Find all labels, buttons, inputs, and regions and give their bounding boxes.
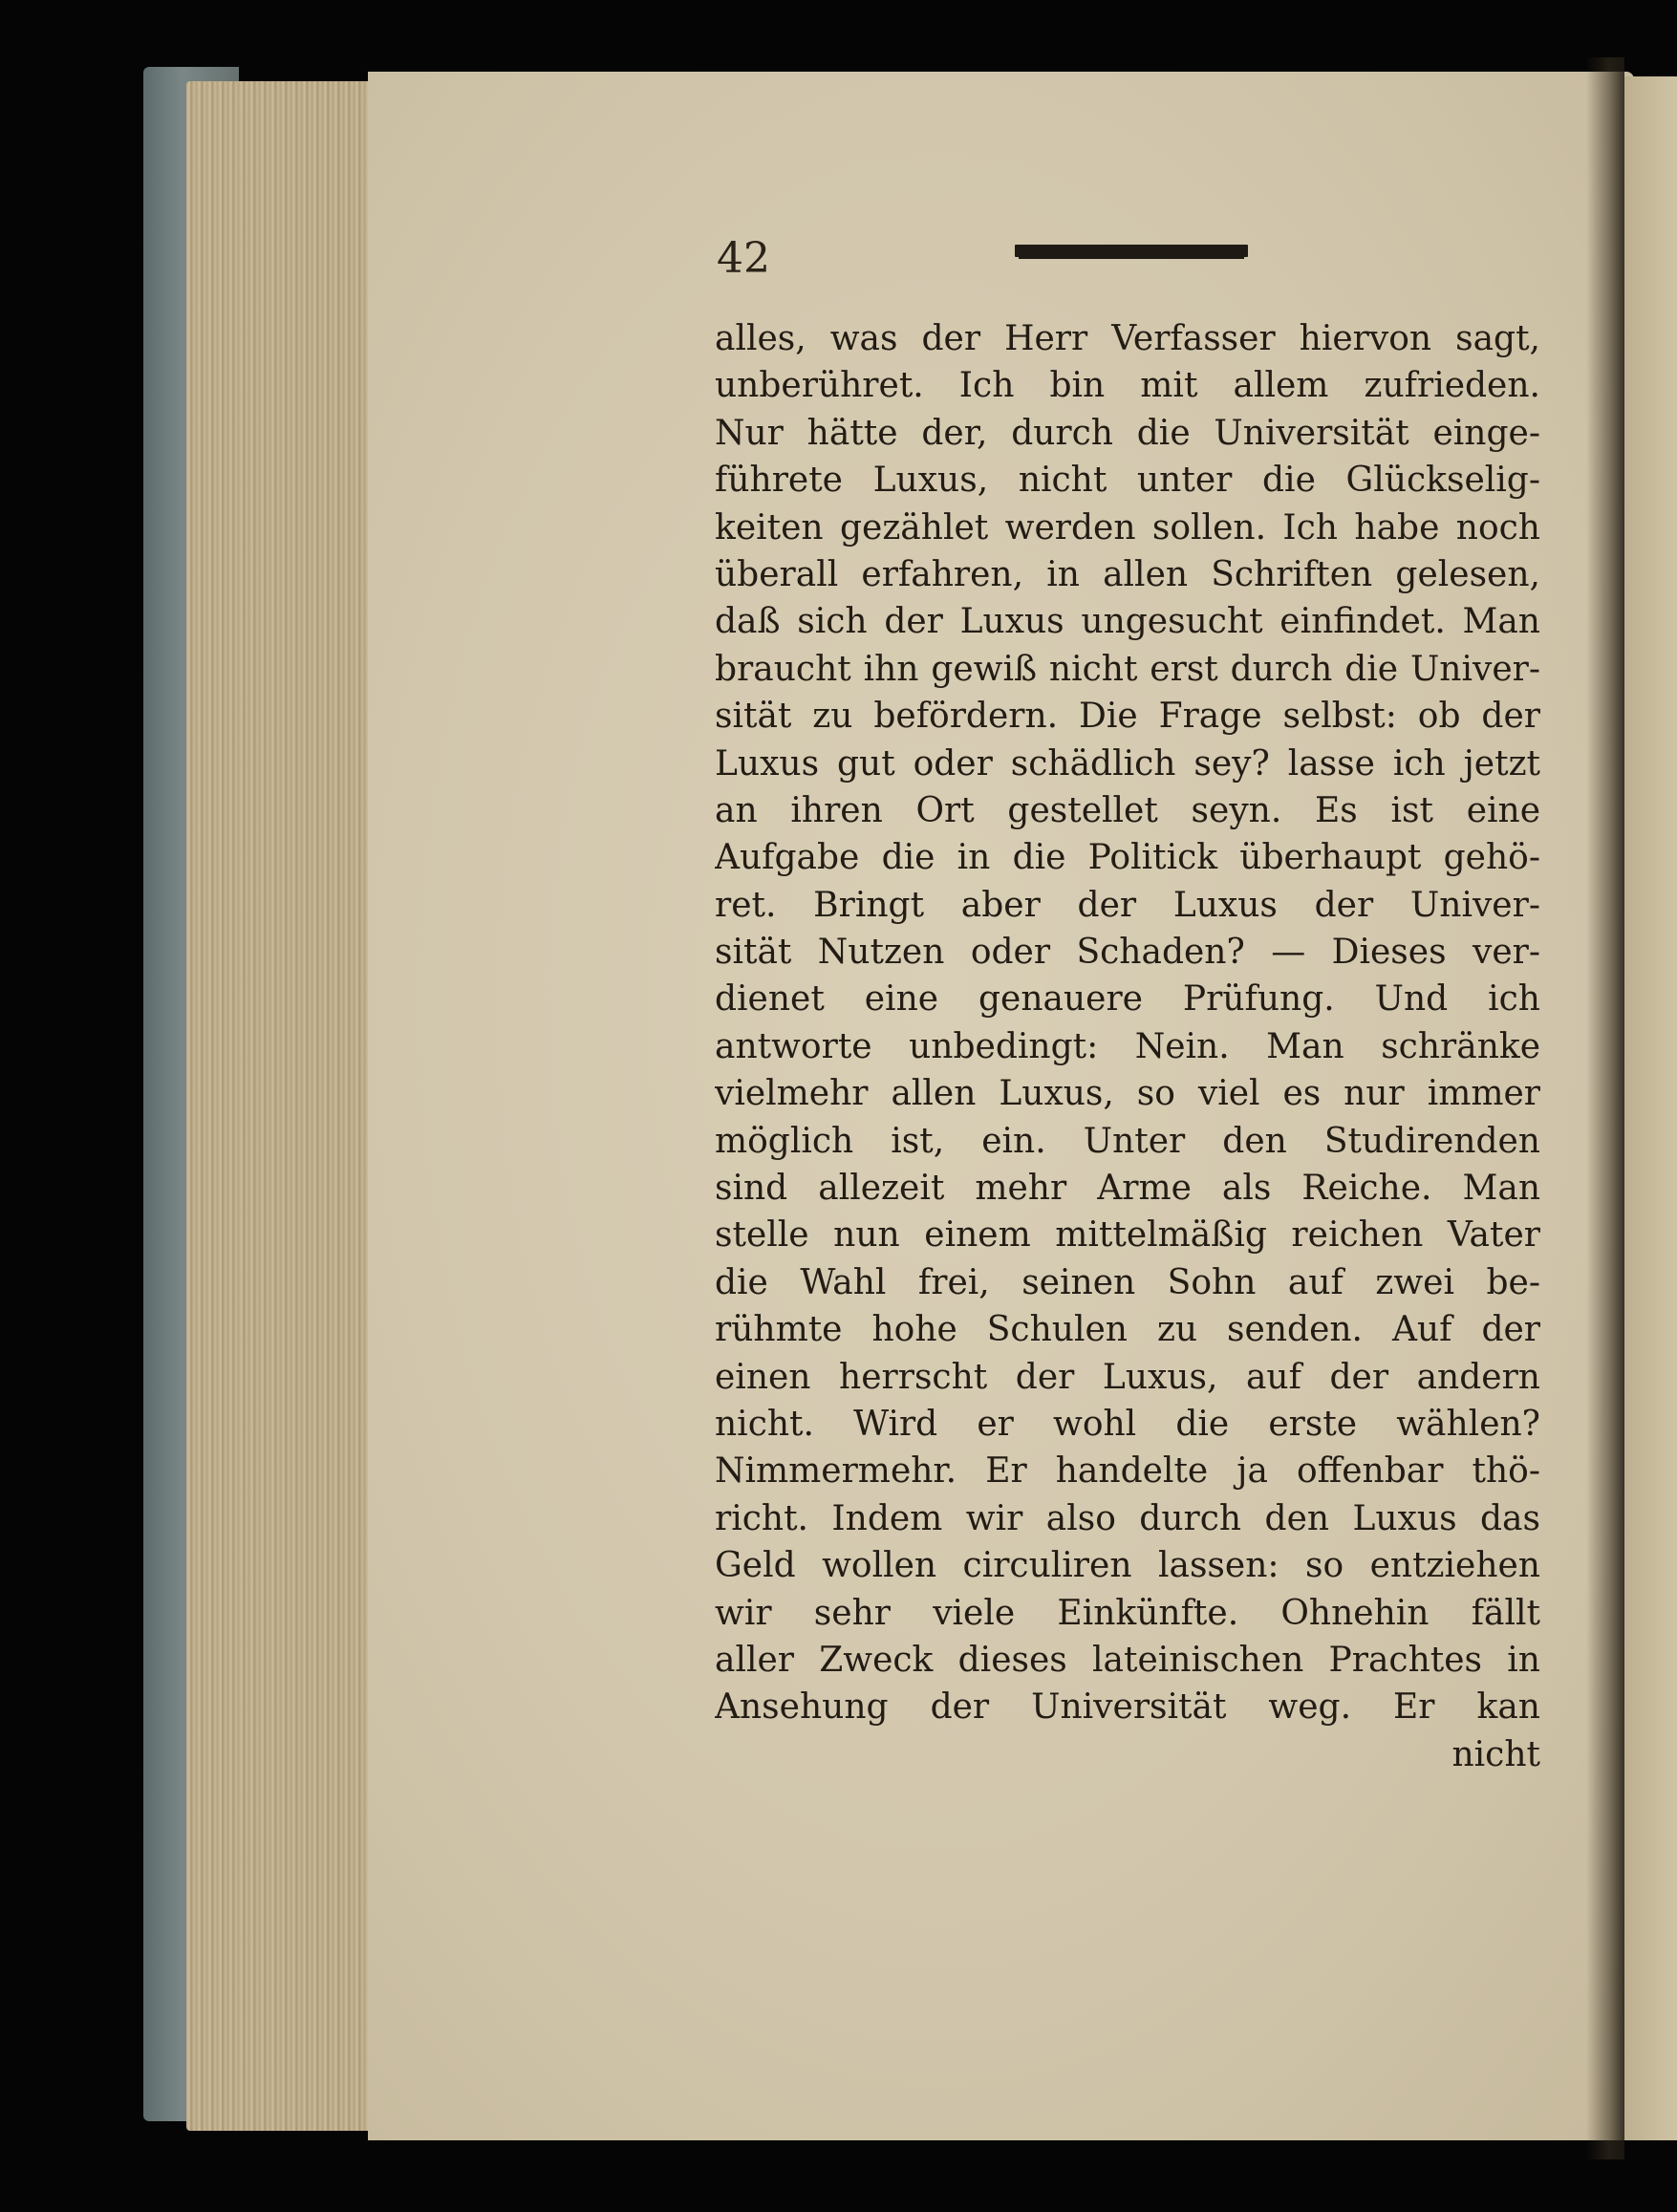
text-line: Nimmermehr. Er handelte ja offenbar thö- [715,1451,1540,1492]
text-line: sind allezeit mehr Arme als Reiche. Man [715,1169,1540,1209]
text-line: die Wahl frei, seinen Sohn auf zwei be- [715,1262,1540,1302]
text-line: alles, was der Herr Verfasser hiervon sagt, [715,319,1540,358]
text-line: vielmehr allen Luxus, so viel es nur immer [715,1074,1540,1114]
text-line: sität zu befördern. Die Frage selbst: ob der [715,697,1540,737]
page-number: 42 [717,234,770,283]
page-stack-edges [186,81,392,2131]
text-line: Geld wollen circuliren lassen: so entziehen [715,1546,1540,1586]
text-line: keiten gezählet werden sollen. Ich habe noch [715,507,1540,548]
text-line: braucht ihn gewiß nicht erst durch die Univer- [715,649,1540,689]
text-line: unberühret. Ich bin mit allem zufrieden. [715,366,1540,406]
text-line: dienet eine genauere Prüfung. Und ich [715,979,1540,1020]
body-text [715,315,1540,1778]
text-line: ret. Bringt aber der Luxus der Univer- [715,885,1540,925]
text-line: führete Luxus, nicht unter die Glückselig- [715,461,1540,501]
text-line: nicht [1451,1734,1540,1774]
text-line: aller Zweck dieses lateinischen Prachtes in [715,1640,1540,1680]
text-line: einen herrscht der Luxus, auf der andern [715,1357,1540,1397]
text-line: wir sehr viele Einkünfte. Ohnehin fällt [715,1593,1540,1633]
text-line: nicht. Wird er wohl die erste wählen? [715,1404,1540,1444]
text-line: sität Nutzen oder Schaden? — Dieses ver- [715,933,1540,973]
text-line: Nur hätte der, durch die Universität einge- [715,413,1540,453]
text-line: überall erfahren, in allen Schriften gelesen, [715,554,1540,594]
text-line: Ansehung der Universität weg. Er kan [715,1687,1540,1728]
text-line: Luxus gut oder schädlich sey? lasse ich jetzt [715,743,1540,784]
text-line: rühmte hohe Schulen zu senden. Auf der [715,1310,1540,1350]
header-rule [1015,245,1248,257]
text-line: antworte unbedingt: Nein. Man schränke [715,1026,1540,1066]
page-gutter [1586,57,1624,2159]
text-line: Aufgabe die in die Politick überhaupt gehö- [715,838,1540,878]
text-line: daß sich der Luxus ungesucht einfindet. Man [715,602,1540,642]
facing-page-edge [1624,76,1677,2140]
text-line: richt. Indem wir also durch den Luxus das [715,1498,1540,1538]
text-line: stelle nun einem mittelmäßig reichen Vater [715,1215,1540,1256]
text-line: an ihren Ort gestellet seyn. Es ist eine [715,790,1540,830]
text-line: möglich ist, ein. Unter den Studirenden [715,1121,1540,1161]
